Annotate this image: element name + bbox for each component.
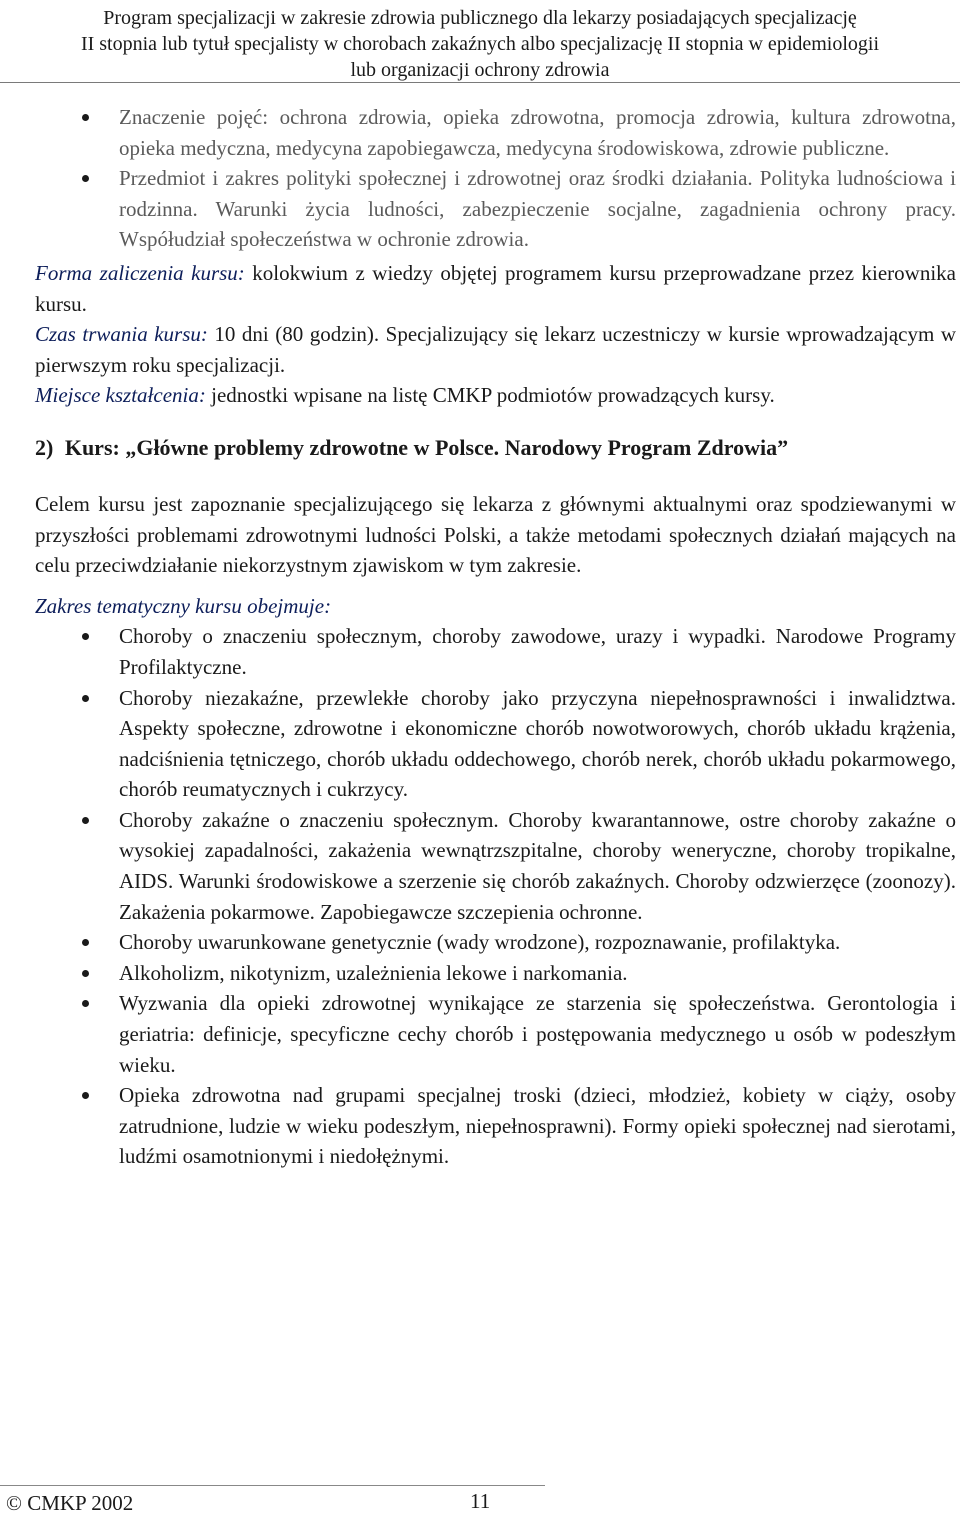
course-completion-form	[35, 258, 956, 319]
header-line-3: lub organizacji ochrony zdrowia	[350, 59, 610, 81]
header-line-1: Program specjalizacji w zakresie zdrowia publicznego dla lekarzy posiadających specjalizację	[103, 7, 857, 29]
forma-label: Forma zaliczenia kursu:	[35, 260, 245, 285]
topic-list-course-1	[35, 102, 956, 255]
list-item: Choroby uwarunkowane genetycznie (wady wrodzone), rozpoznawanie, profilaktyka.	[35, 927, 956, 958]
course-2-heading	[35, 431, 956, 465]
forma-text: kolokwium z wiedzy objętej programem kursu przeprowadzane przez kierownika kursu.	[35, 260, 956, 316]
course-2-title: Kurs: „Główne problemy zdrowotne w Polsce. Narodowy Program Zdrowia”	[64, 434, 789, 460]
footer-divider	[0, 1485, 545, 1486]
list-item: Znaczenie pojęć: ochrona zdrowia, opieka zdrowotna, promocja zdrowia, kultura zdrowotna, opieka medyczna, medycyna zapobiegawcza, medycyna środowiskowa, zdrowie publiczne.	[35, 102, 956, 163]
list-item: Opieka zdrowotna nad grupami specjalnej troski (dzieci, młodzież, kobiety w ciąży, osoby zatrudnione, ludzie w wieku podeszłym, niepełnosprawni). Formy opieki społecznej nad sierotami, ludźmi osamotnionymi i niedołężnymi.	[35, 1080, 956, 1172]
page-header	[0, 0, 960, 83]
miejsce-label: Miejsce kształcenia:	[35, 383, 206, 408]
header-line-2: II stopnia lub tytuł specjalisty w chorobach zakaźnych albo specjalizację II stopnia w epidemiologii	[80, 33, 880, 55]
topic-list-course-2	[35, 621, 956, 1172]
course-2-intro: Celem kursu jest zapoznanie specjalizującego się lekarza z głównymi aktualnymi oraz spodziewanymi w przyszłości problemami zdrowotnymi ludności Polski, a także metodami społecznych działań mających na celu przeciwdziałanie niekorzystnym zjawiskom w tym zakresie.	[35, 491, 956, 578]
course-duration	[35, 319, 956, 380]
list-item: Alkoholizm, nikotynizm, uzależnienia lekowe i narkomania.	[35, 958, 956, 989]
list-item: Choroby o znaczeniu społecznym, choroby zawodowe, urazy i wypadki. Narodowe Programy Profilaktyczne.	[35, 621, 956, 682]
miejsce-text: jednostki wpisane na listę CMKP podmiotów prowadzących kursy.	[205, 383, 775, 408]
copyright-notice: © CMKP 2002	[6, 1491, 134, 1515]
czas-label: Czas trwania kursu:	[35, 322, 208, 347]
page-footer	[0, 1485, 960, 1514]
course-2-scope-label: Zakres tematyczny kursu obejmuje:	[35, 593, 332, 618]
course-location	[35, 380, 956, 411]
page-number: 11	[470, 1489, 491, 1513]
list-item: Choroby zakaźne o znaczeniu społecznym. Choroby kwarantannowe, ostre choroby zakaźne o wysokiej zapadalności, zakażenia wewnątrzszpitalne, choroby weneryczne, choroby tropikalne, AIDS. Warunki środowiskowe a szerzenie się chorób zakaźnych. Choroby odzwierzęce (zoonozy). Zakażenia pokarmowe. Zapobiegawcze szczepienia ochronne.	[35, 805, 956, 927]
course-2-number: 2)	[35, 434, 54, 460]
list-item: Przedmiot i zakres polityki społecznej i zdrowotnej oraz środki działania. Polityka ludnościowa i rodzinna. Warunki życia ludności, zabezpieczenie socjalne, zagadnienia ochrony pracy. Współudział społeczeństwa w ochronie zdrowia.	[35, 163, 956, 255]
czas-text: 10 dni (80 godzin). Specjalizujący się lekarz uczestniczy w kursie wprowadzającym w pierwszym roku specjalizacji.	[35, 322, 957, 377]
document-body	[35, 102, 956, 1172]
list-item: Wyzwania dla opieki zdrowotnej wynikające ze starzenia się społeczeństwa. Gerontologia i geriatria: definicje, specyficzne cechy chorób i postępowania medycznego u osób w podeszłym wieku.	[35, 988, 956, 1080]
list-item: Choroby niezakaźne, przewlekłe choroby jako przyczyna niepełnosprawności i inwalidztwa. Aspekty społeczne, zdrowotne i ekonomiczne chorób nowotworowych, chorób układu krążenia, nadciśnienia tętniczego, chorób układu oddechowego, chorób nerek, chorób układu pokarmowego, chorób reumatycznych i cukrzycy.	[35, 683, 956, 805]
